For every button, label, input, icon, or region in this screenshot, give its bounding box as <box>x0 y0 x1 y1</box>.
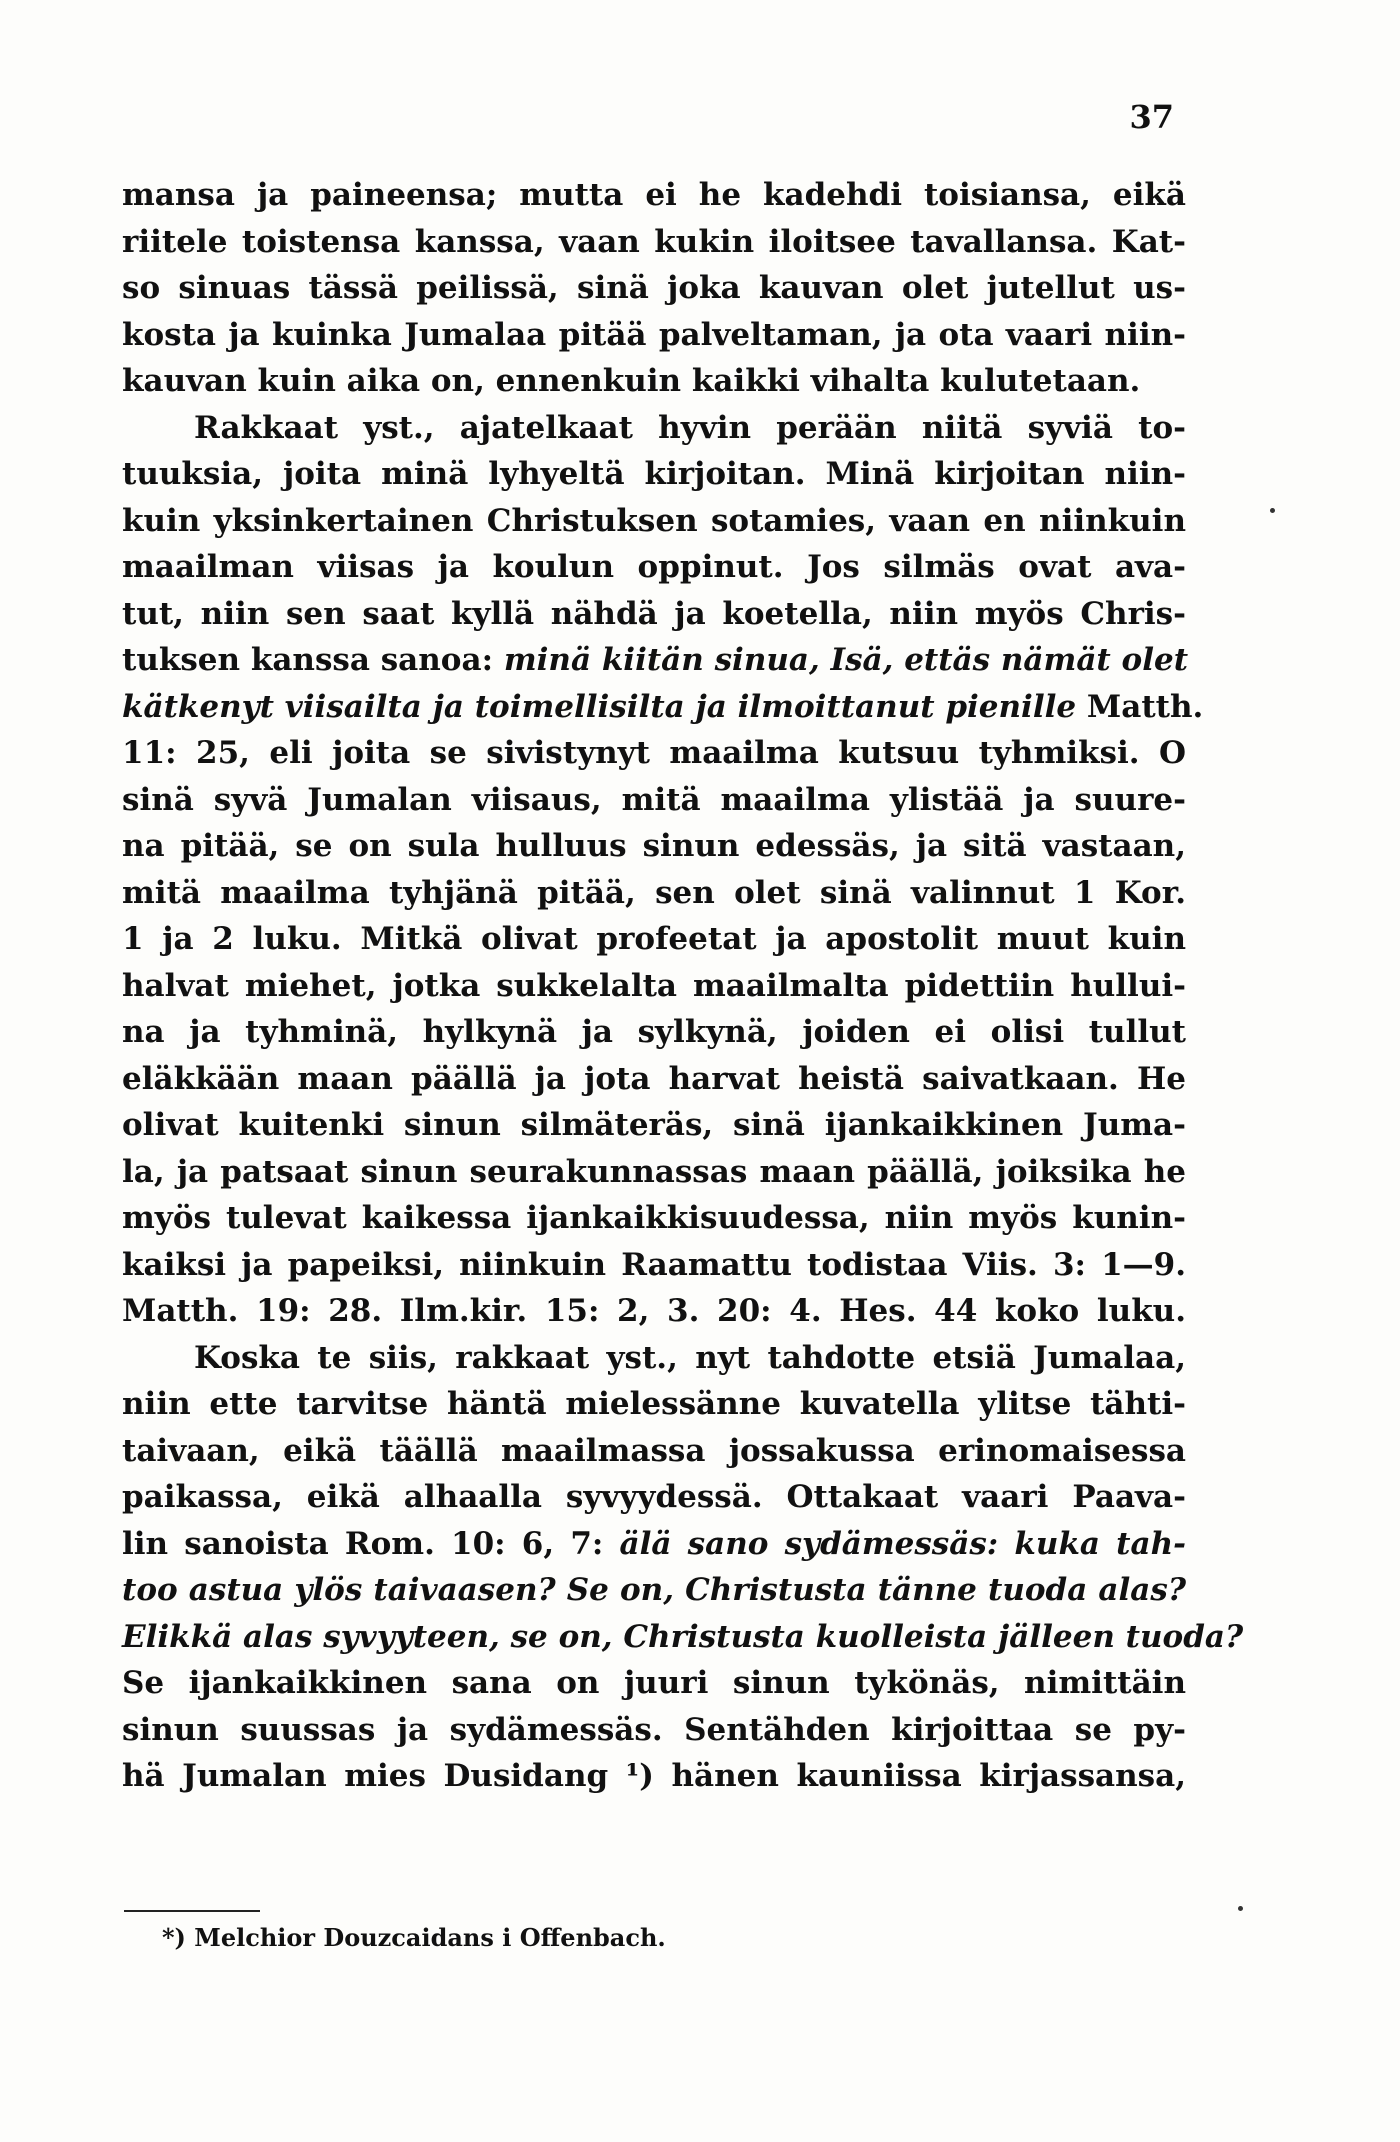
body-text <box>122 172 1244 1800</box>
text-line: tuuksia, joita minä lyhyeltä kirjoitan. Minä kirjoitan niin- <box>122 456 1186 492</box>
ink-speck <box>1270 508 1275 513</box>
text-line: kosta ja kuinka Jumalaa pitää palveltaman, ja ota vaari niin- <box>122 316 1186 353</box>
text-line: 11: 25, eli joita se sivistynyt maailma kutsuu tyhmiksi. O <box>122 735 1186 771</box>
text-line: kauvan kuin aika on, ennenkuin kaikki vihalta kulutetaan. <box>122 363 1141 399</box>
text-line: taivaan, eikä täällä maailmassa jossakussa erinomaisessa <box>122 1432 1186 1469</box>
text-line: 1 ja 2 luku. Mitkä olivat profeetat ja apostolit muut kuin <box>122 921 1186 957</box>
text-line: kätkenyt viisailta ja toimellisilta ja ilmoittanut pienille Matth. <box>122 688 1204 725</box>
text-line: olivat kuitenki sinun silmäteräs, sinä ijankaikkinen Juma- <box>122 1107 1186 1143</box>
text-line: mansa ja paineensa; mutta ei he kadehdi toisiansa, eikä <box>122 177 1186 213</box>
text-line <box>122 1614 1244 1661</box>
text-line: Rakkaat yst., ajatelkaat hyvin perään niitä syviä to- <box>194 409 1186 446</box>
footnote: *) Melchior Douzcaidans i Offenbach. <box>162 1923 666 1952</box>
text-line: lin sanoista Rom. 10: 6, 7: älä sano sydämessäs: kuka tah- <box>122 1525 1186 1562</box>
italic-quote: kätkenyt viisailta ja toimellisilta ja ilmoittanut pienille <box>122 688 1077 725</box>
text-line: na ja tyhminä, hylkynä ja sylkynä, joiden ei olisi tullut <box>122 1014 1186 1050</box>
ink-speck <box>1238 1906 1243 1911</box>
text-line: na pitää, se on sula hulluus sinun edessäs, ja sitä vastaan, <box>122 828 1186 864</box>
footnote-rule <box>124 1910 260 1912</box>
text-line: sinun suussas ja sydämessäs. Sentähden kirjoittaa se py- <box>122 1711 1186 1748</box>
italic-quote: too astua ylös taivaasen? Se on, Christusta tänne tuoda alas? <box>122 1572 1186 1608</box>
text-line: kaiksi ja papeiksi, niinkuin Raamattu todistaa Viis. 3: 1—9. <box>122 1246 1186 1283</box>
text-line: halvat miehet, jotka sukkelalta maailmalta pidettiin hullui- <box>122 967 1186 1004</box>
italic-quote: minä kiitän sinua, Isä, ettäs nämät olet <box>503 642 1189 678</box>
text-line: eläkkään maan päällä ja jota harvat heistä saivatkaan. He <box>122 1060 1186 1097</box>
text-line: sinä syvä Jumalan viisaus, mitä maailma ylistää ja suure- <box>122 781 1186 818</box>
text-line: Se ijankaikkinen sana on juuri sinun tykönäs, nimittäin <box>122 1665 1186 1701</box>
text-line: myös tulevat kaikessa ijankaikkisuudessa, niin myös kunin- <box>122 1200 1186 1236</box>
text-line <box>122 1567 1186 1614</box>
text-line: Koska te siis, rakkaat yst., nyt tahdotte etsiä Jumalaa, <box>194 1339 1186 1376</box>
text-line: mitä maailma tyhjänä pitää, sen olet sinä valinnut 1 Kor. <box>122 874 1186 911</box>
page-number: 37 <box>1129 98 1174 136</box>
text-line: paikassa, eikä alhaalla syvyydessä. Ottakaat vaari Paava- <box>122 1479 1186 1515</box>
text-line: maailman viisas ja koulun oppinut. Jos silmäs ovat ava- <box>122 549 1186 585</box>
text-line: niin ette tarvitse häntä mielessänne kuvatella ylitse tähti- <box>122 1386 1186 1422</box>
text-line: hä Jumalan mies Dusidang ¹) hänen kauniissa kirjassansa, <box>122 1758 1186 1794</box>
italic-quote: älä sano sydämessäs: kuka tah- <box>619 1525 1186 1562</box>
text-line: riitele toistensa kanssa, vaan kukin iloitsee tavallansa. Kat- <box>122 223 1186 260</box>
text-line: tut, niin sen saat kyllä nähdä ja koetella, niin myös Chris- <box>122 595 1186 632</box>
text-line: tuksen kanssa sanoa: minä kiitän sinua, Isä, ettäs nämät olet <box>122 642 1189 678</box>
italic-quote: Elikkä alas syvyyteen, se on, Christusta kuolleista jälleen tuoda? <box>122 1618 1244 1655</box>
text-line: la, ja patsaat sinun seurakunnassas maan päällä, joiksika he <box>122 1153 1186 1190</box>
text-line: so sinuas tässä peilissä, sinä joka kauvan olet jutellut us- <box>122 270 1186 306</box>
text-line: kuin yksinkertainen Christuksen sotamies, vaan en niinkuin <box>122 502 1186 539</box>
text-line: Matth. 19: 28. Ilm.kir. 15: 2, 3. 20: 4. Hes. 44 koko luku. <box>122 1293 1186 1329</box>
